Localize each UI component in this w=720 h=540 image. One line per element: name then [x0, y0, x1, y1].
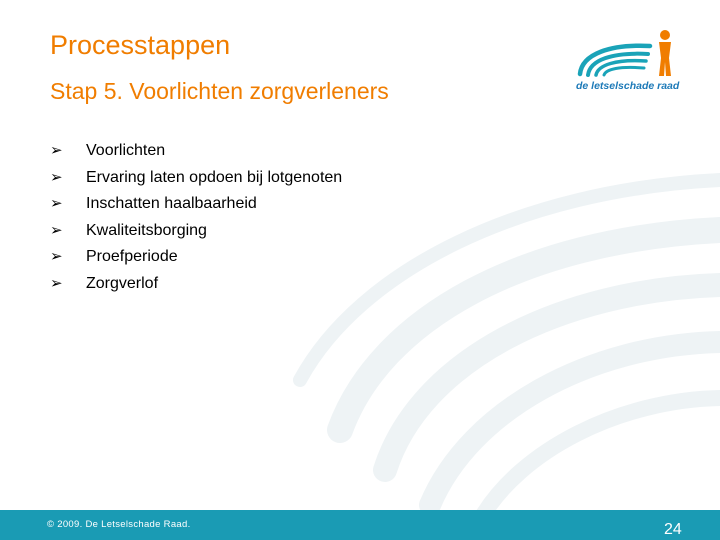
- bullet-list: [50, 138, 342, 297]
- list-item: [50, 138, 342, 165]
- bullet-text: Kwaliteitsborging: [86, 221, 207, 239]
- bullet-text: Ervaring laten opdoen bij lotgenoten: [86, 168, 343, 186]
- arrow-bullet-icon: ➢: [50, 221, 63, 239]
- slide-subtitle: Stap 5. Voorlichten zorgverleners: [50, 78, 389, 104]
- list-item: [50, 218, 342, 245]
- arrow-bullet-icon: ➢: [50, 248, 63, 265]
- logo-text: de letselschade raad: [576, 80, 680, 92]
- slide-title: Processtappen: [50, 30, 231, 60]
- arrow-bullet-icon: ➢: [50, 168, 63, 186]
- footer-bar: [0, 510, 720, 540]
- bullet-text: Proefperiode: [86, 248, 178, 265]
- bullet-text: Inschatten haalbaarheid: [86, 195, 257, 212]
- list-item: [50, 271, 342, 298]
- page-number: 24: [664, 521, 682, 538]
- arrow-bullet-icon: ➢: [50, 274, 63, 292]
- copyright-text: © 2009. De Letselschade Raad.: [47, 519, 191, 530]
- bullet-text: Zorgverlof: [86, 274, 159, 292]
- arrow-bullet-icon: ➢: [50, 195, 63, 212]
- list-item: [50, 244, 342, 271]
- list-item: [50, 165, 342, 192]
- arrow-bullet-icon: ➢: [50, 142, 63, 159]
- list-item: [50, 191, 342, 218]
- bullet-text: Voorlichten: [86, 142, 166, 159]
